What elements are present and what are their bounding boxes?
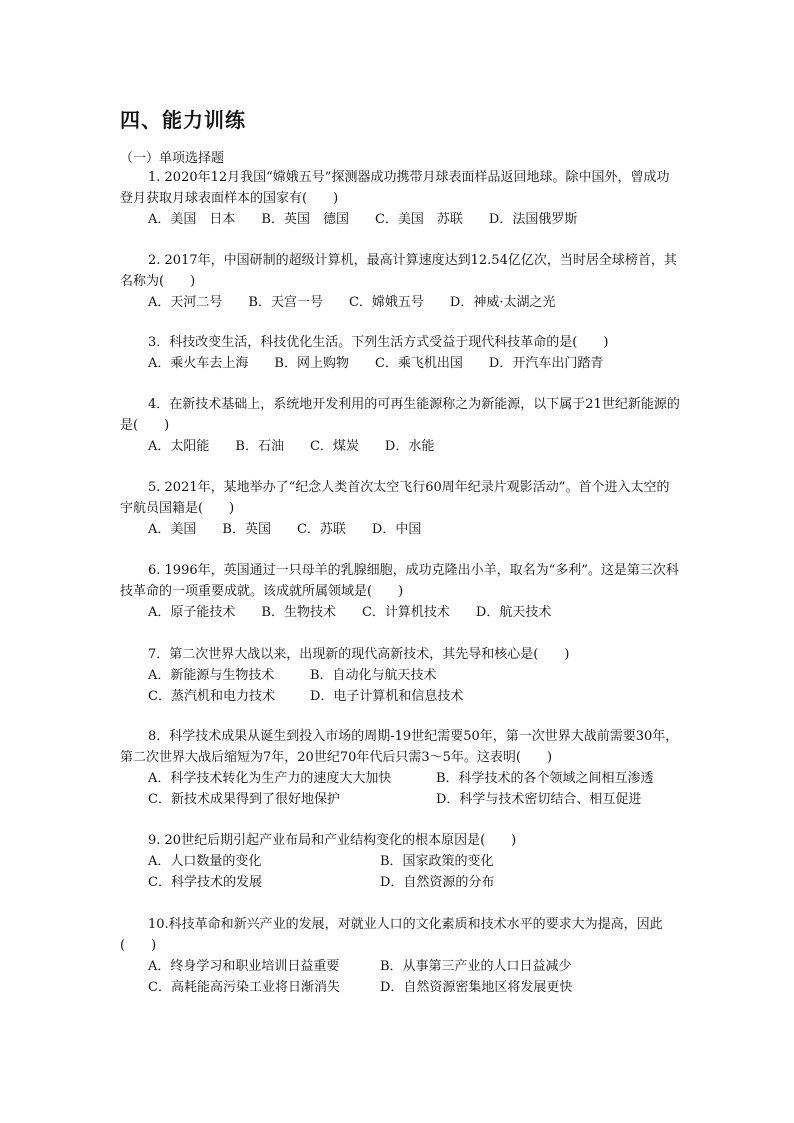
question-stem: 5. 2021年，某地举办了“纪念人类首次太空飞行60周年纪录片观影活动”。首个进入太空的宇航员国籍是( ): [120, 480, 670, 516]
question-stem: 7．第二次世界大战以来，出现新的现代高新技术，其先导和核心是( ): [148, 647, 570, 662]
question-3: [120, 332, 680, 374]
option-d: D．自然资源的分布: [380, 875, 495, 890]
option-d: D．神威·太湖之光: [449, 295, 556, 310]
question-stem: 2. 2017年，中国研制的超级计算机，最高计算速度达到12.54亿亿次，当时居全球榜首，其名称为( ): [120, 253, 677, 289]
option-d: D．电子计算机和信息技术: [310, 689, 464, 704]
option-b: B．从事第三产业的人口日益减少: [380, 959, 572, 974]
option-c: C．乘飞机出国: [374, 356, 463, 371]
section-heading: （一）单项选择题: [120, 151, 225, 166]
option-a: A．美国 日本: [148, 212, 236, 227]
option-b: B．自动化与航天技术: [310, 668, 437, 683]
question-stem: 4．在新技术基础上，系统地开发利用的可再生能源称之为新能源，以下属于21世纪新能源的是( ): [120, 397, 680, 433]
option-c: C．计算机技术: [361, 605, 450, 620]
question-stem: 6. 1996年，英国通过一只母羊的乳腺细胞，成功克隆出小羊，取名为“多利”。这是第三次科技革命的一项重要成就。该成就所属领域是( ): [120, 563, 679, 599]
option-b: B．国家政策的变化: [380, 854, 494, 869]
question-stem: 9. 20世纪后期引起产业布局和产业结构变化的根本原因是( ): [148, 833, 517, 848]
option-a: A．天河二号: [148, 295, 223, 310]
question-10: [120, 914, 680, 998]
option-d: D．中国: [371, 522, 422, 537]
question-stem: 1. 2020年12月我国“嫦娥五号”探测器成功携带月球表面样品返回地球。除中国外，曾成功登月获取月球表面样本的国家有( ): [120, 170, 670, 206]
question-1: [120, 167, 680, 230]
option-c: C．苏联: [296, 522, 346, 537]
option-c: C．煤炭: [309, 439, 359, 454]
option-b: B．石油: [235, 439, 284, 454]
option-b: B．科学技术的各个领域之间相互渗透: [436, 771, 654, 786]
option-b: B．天宫一号: [248, 295, 323, 310]
option-b: B．生物技术: [261, 605, 336, 620]
option-c: C．高耗能高污染工业将日渐消失: [148, 980, 340, 995]
question-4: [120, 394, 680, 457]
option-d: D．开汽车出门踏青: [488, 356, 604, 371]
page-title: 四、能力训练: [120, 108, 246, 132]
question-stem: 3．科技改变生活，科技优化生活。下列生活方式受益于现代科技革命的是( ): [148, 335, 609, 350]
option-d: D．科学与技术密切结合、相互促进: [436, 792, 642, 807]
question-7: [120, 644, 680, 707]
question-stem: 8．科学技术成果从诞生到投入市场的周期-19世纪需要50年，第一次世界大战前需要30年，第二次世界大战后缩短为7年，20世纪70年代后只需3～5年。这表明( ): [120, 729, 679, 765]
question-5: [120, 477, 680, 540]
option-b: B．网上购物: [274, 356, 349, 371]
option-a: A．人口数量的变化: [148, 854, 262, 869]
option-d: D．航天技术: [475, 605, 552, 620]
option-d: D．水能: [384, 439, 435, 454]
option-c: C．蒸汽机和电力技术: [148, 689, 275, 704]
option-a: A．新能源与生物技术: [148, 668, 275, 683]
question-stem: 10.科技革命和新兴产业的发展，对就业人口的文化素质和技术水平的要求大为提高，因此( ): [120, 917, 663, 953]
option-b: B．英国 德国: [261, 212, 349, 227]
option-b: B．英国: [222, 522, 271, 537]
option-a: A．太阳能: [148, 439, 210, 454]
option-a: A．终身学习和职业培训日益重要: [148, 959, 340, 974]
option-a: A．美国: [148, 522, 197, 537]
question-8: [120, 726, 680, 810]
option-c: C．新技术成果得到了很好地保护: [148, 792, 340, 807]
option-c: C．美国 苏联: [374, 212, 463, 227]
option-d: D．自然资源密集地区将发展更快: [380, 980, 573, 995]
option-c: C．嫦娥五号: [348, 295, 424, 310]
question-6: [120, 560, 680, 623]
option-c: C．科学技术的发展: [148, 875, 262, 890]
option-d: D．法国俄罗斯: [488, 212, 578, 227]
question-9: [120, 830, 680, 893]
option-a: A．科学技术转化为生产力的速度大大加快: [148, 771, 392, 786]
question-2: [120, 250, 680, 313]
option-a: A．原子能技术: [148, 605, 236, 620]
option-a: A．乘火车去上海: [148, 356, 249, 371]
